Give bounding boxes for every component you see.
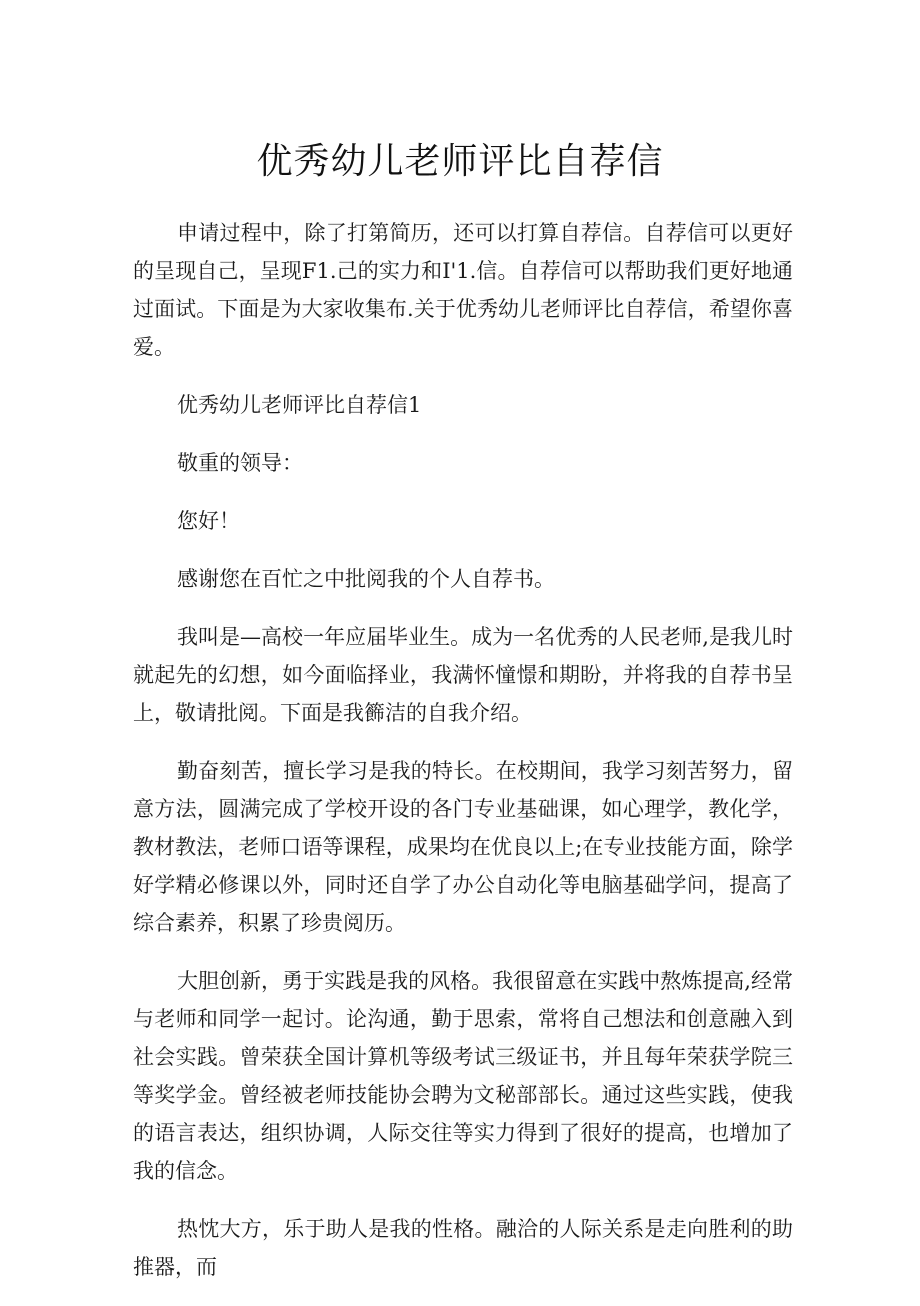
- paragraph-thanks: 感谢您在百忙之中批阅我的个人自荐书。: [177, 567, 555, 591]
- paragraph-greeting: 您好！: [177, 509, 240, 533]
- document-body: [133, 214, 793, 1306]
- paragraph-personality: 热忱大方，乐于助人是我的性格。融洽的人际关系是走向胜利的助推器，而: [133, 1217, 793, 1279]
- paragraph-diligence: 勤奋刻苦，擅长学习是我的特长。在校期间，我学习刻苦努力，留意方法，圆满完成了学校开设的各门专业基础课，如心理学，教化学，教材教法，老师口语等课程，成果均在优良以上;在专业技能方面，除学好学精必修课以外，同时还自学了办公自动化等电脑基础学问，提高了综合素养，积累了珍贵阅历。: [133, 759, 793, 935]
- paragraph-intro: 申请过程中，除了打第简历，还可以打算自荐信。自荐信可以更好的呈现自己，呈现F1.己的实力和I'1.信。自荐信可以帮助我们更好地通过面试。下面是为大家收集布.关于优秀幼儿老师评比自荐信，希望你喜爱。: [133, 221, 793, 359]
- document-title: 优秀幼儿老师评比自荐信: [256, 141, 664, 182]
- paragraph-self-intro: 我叫是—高校一年应届毕业生。成为一名优秀的人民老师,是我儿时就起先的幻想，如今面临择业，我满怀憧憬和期盼，并将我的自荐书呈上，敬请批阅。下面是我籂洁的自我介绍。: [133, 625, 793, 725]
- paragraph-letter-heading: 优秀幼儿老师评比自荐信1: [177, 393, 422, 417]
- paragraph-innovation: 大胆创新，勇于实践是我的风格。我很留意在实践中熬炼提高,经常与老师和同学一起讨。论沟通，勤于思索，常将自己想法和创意融入到社会实践。曾荣获全国计算机等级考试三级证书，并且每年荣获学院三等奖学金。曾经被老师技能协会聘为文秘部部长。通过这些实践，使我的语言表达，组织协调，人际交往等实力得到了很好的提高，也增加了我的信念。: [133, 969, 793, 1183]
- paragraph-salutation: 敬重的领导：: [177, 451, 303, 475]
